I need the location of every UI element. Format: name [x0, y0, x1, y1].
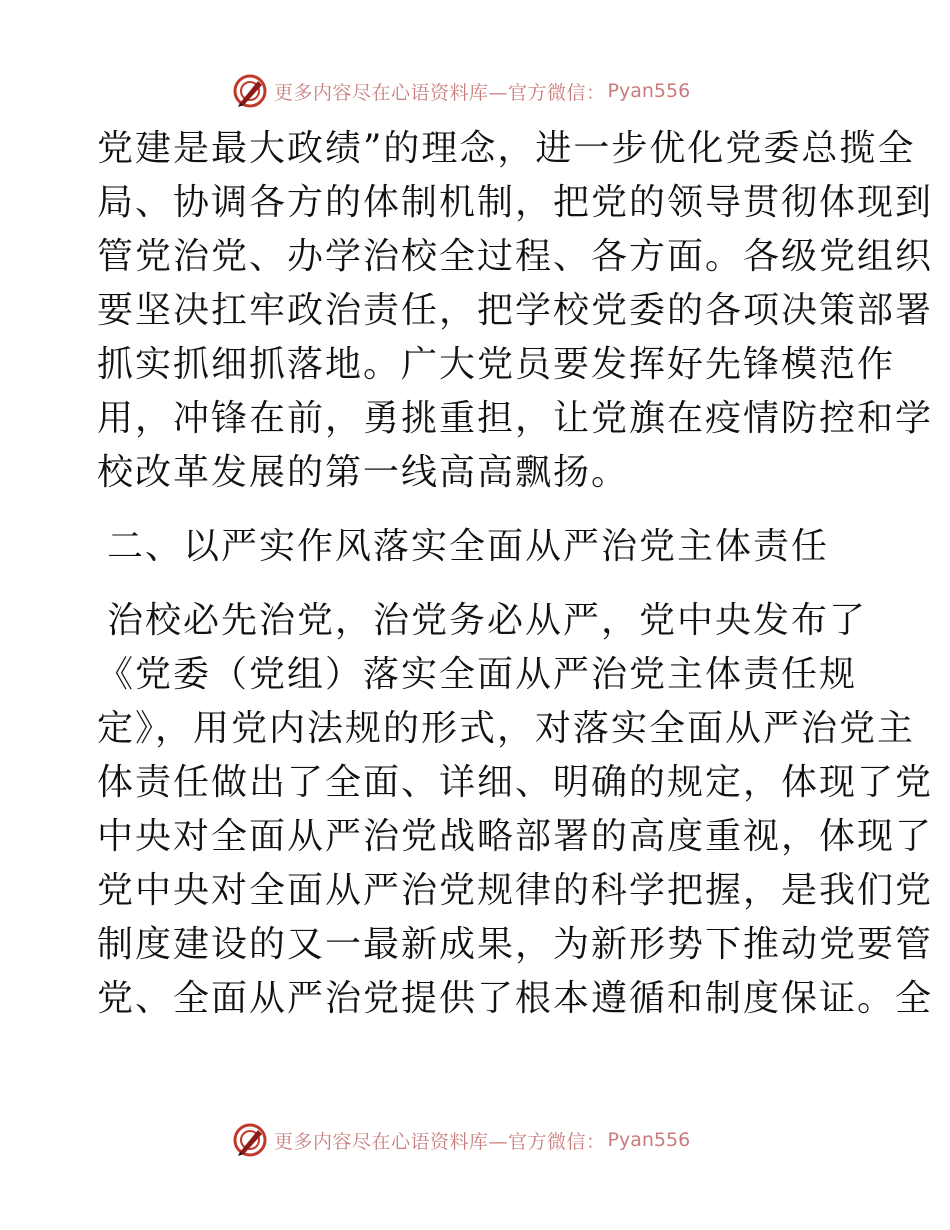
text-line: 局、协调各方的体制机制，把党的领导贯彻体现到: [97, 182, 934, 223]
pen-logo-icon: [232, 73, 268, 109]
text-line: 抓实抓细抓落地。广大党员要发挥好先锋模范作: [97, 344, 896, 385]
pen-logo-icon: [232, 1122, 268, 1158]
header-watermark: [232, 71, 690, 111]
paragraph-1: [97, 122, 934, 500]
footer-watermark: [232, 1120, 690, 1160]
text-line: 党建是最大政绩”的理念，进一步优化党委总揽全: [97, 128, 916, 169]
section-heading: 二、以严实作风落实全面从严治党主体责任: [107, 526, 830, 567]
text-line: 用，冲锋在前，勇挑重担，让党旗在疫情防控和学: [97, 398, 934, 439]
text-line: 治校必先治党，治党务必从严，党中央发布了: [107, 600, 868, 641]
text-line: 党中央对全面从严治党规律的科学把握，是我们党: [97, 870, 934, 911]
text-line: 党、全面从严治党提供了根本遵循和制度保证。全: [97, 978, 934, 1019]
text-line: 中央对全面从严治党战略部署的高度重视，体现了: [97, 816, 934, 857]
text-line: 体责任做出了全面、详细、明确的规定，体现了党: [97, 762, 934, 803]
text-line: 管党治党、办学治校全过程、各方面。各级党组织: [97, 236, 934, 277]
text-line: 要坚决扛牢政治责任，把学校党委的各项决策部署: [97, 290, 934, 331]
watermark-text: 更多内容尽在心语资料库—官方微信：: [274, 1130, 606, 1153]
text-line: 校改革发展的第一线高高飘扬。: [97, 452, 630, 493]
text-line: 制度建设的又一最新成果，为新形势下推动党要管: [97, 924, 934, 965]
watermark-handle: Pyan556: [607, 1129, 691, 1151]
document-body: [97, 122, 934, 1026]
text-line: 定》，用党内法规的形式，对落实全面从严治党主: [97, 708, 916, 749]
watermark-handle: Pyan556: [607, 80, 691, 102]
text-line: 《党委（党组）落实全面从严治党主体责任规: [97, 654, 858, 695]
paragraph-2: [97, 594, 934, 1026]
watermark-text: 更多内容尽在心语资料库—官方微信：: [274, 81, 606, 104]
